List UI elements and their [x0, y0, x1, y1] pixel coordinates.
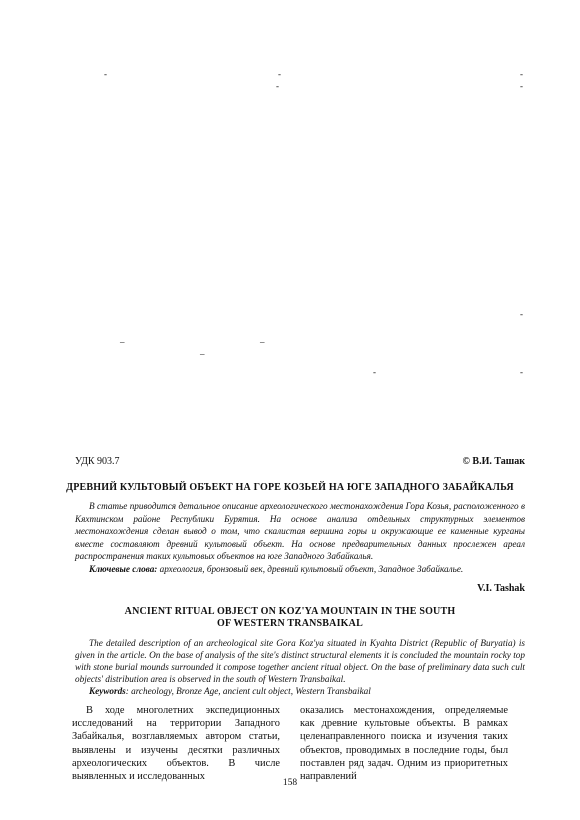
ru-keywords-label: Ключевые слова:	[89, 563, 158, 574]
author-copyright: © В.И. Ташак	[462, 456, 525, 467]
ru-abstract-text: В статье приводится детальное описание археологического местонахождения Гора Козья, расположенного в Кяхтинском районе Республики Бурятия. На основе анализа отдельных структурных элементов местонахождения сделан вывод о том, что скалистая вершина горы и окружающие ее каменные курганы вместе составляют древний культовый объект. На основе предварительных данных прослежен ареал распространения таких культовых объектов на юге Западного Забайкалья.	[75, 501, 525, 561]
stray-mark: -	[278, 69, 281, 79]
stray-mark: –	[200, 349, 205, 359]
body-paragraph: оказались местонахождения, определяемые как древние культовые объекты. В рамках целенаправленного поиска и изучения таких объектов, проводимых в последние годы, был поставлен ряд задач. Одним из приоритетных направлений	[300, 705, 508, 783]
en-title	[60, 606, 520, 630]
body-column-right	[300, 704, 508, 783]
stray-mark: –	[260, 337, 265, 347]
ru-keywords-text: археология, бронзовый век, древний культовый объект, Западное Забайкалье.	[157, 563, 464, 574]
udk-code: УДК 903.7	[75, 456, 120, 467]
en-abstract	[75, 637, 525, 697]
stray-mark: -	[520, 81, 523, 91]
stray-mark: -	[520, 69, 523, 79]
ru-keywords	[75, 563, 525, 576]
ru-title: ДРЕВНИЙ КУЛЬТОВЫЙ ОБЪЕКТ НА ГОРЕ КОЗЬЕЙ НА ЮГЕ ЗАПАДНОГО ЗАБАЙКАЛЬЯ	[66, 482, 514, 493]
stray-mark: -	[520, 309, 523, 319]
ru-abstract	[75, 500, 525, 575]
en-title-line-2: OF WESTERN TRANSBAIKAL	[217, 618, 363, 629]
page-number: 158	[282, 778, 298, 788]
stray-mark: -	[520, 367, 523, 377]
en-title-line-1: ANCIENT RITUAL OBJECT ON KOZ'YA MOUNTAIN IN THE SOUTH	[124, 606, 456, 617]
en-author: V.I. Tashak	[477, 583, 525, 594]
stray-mark: -	[104, 69, 107, 79]
en-keywords-text: : archeology, Bronze Age, ancient cult object, Western Transbaikal	[125, 686, 371, 696]
stray-mark: -	[373, 367, 376, 377]
stray-mark: –	[120, 337, 125, 347]
body-paragraph: В ходе многолетних экспедиционных исследований на территории Западного Забайкалья, возглавляемых автором статьи, выявлены и изучены десятки различных археологических объектов. В числе выявленных и исследованных	[72, 705, 280, 783]
en-keywords-label: Keywords	[89, 686, 126, 696]
en-abstract-text: The detailed description of an archeological site Gora Koz'ya situated in Kyahta District (Republic of Buryatia) is given in the article. On the base of analysis of the site's distinct structural elements it is concluded the mountain rocky top with stone burial mounds surrounded it compose together ancient ritual object. On the base of preliminary data such cult objects' distribution area is observed in the south of Western Transbaikal.	[75, 638, 525, 684]
stray-mark: -	[276, 81, 279, 91]
en-keywords	[75, 685, 525, 697]
body-column-left	[72, 704, 280, 783]
